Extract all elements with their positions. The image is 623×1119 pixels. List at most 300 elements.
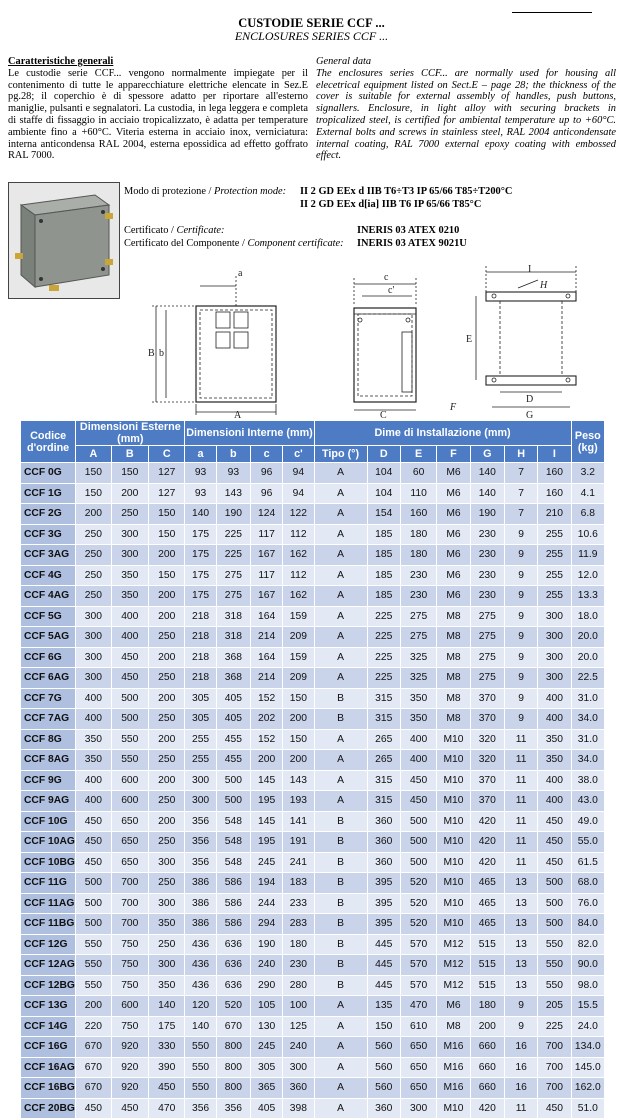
table-cell: 700 xyxy=(112,873,148,893)
table-cell: 240 xyxy=(251,955,282,975)
table-cell: 360 xyxy=(368,853,400,873)
table-cell: 134.0 xyxy=(572,1037,604,1057)
table-cell: 250 xyxy=(149,627,184,647)
table-cell: 325 xyxy=(401,668,436,688)
table-cell: 586 xyxy=(217,914,250,934)
table-row xyxy=(21,1037,604,1057)
table-cell: 500 xyxy=(401,853,436,873)
table-cell: 318 xyxy=(217,607,250,627)
table-cell: A xyxy=(315,996,367,1016)
table-cell: 31.0 xyxy=(572,730,604,750)
table-cell: 240 xyxy=(283,1037,313,1057)
order-code-cell: CCF 13G xyxy=(21,996,75,1016)
table-cell: 255 xyxy=(538,566,570,586)
table-cell: 365 xyxy=(251,1078,282,1098)
table-cell: 318 xyxy=(217,627,250,647)
table-cell: 200 xyxy=(112,484,148,504)
table-cell: 160 xyxy=(538,484,570,504)
table-cell: 550 xyxy=(538,955,570,975)
table-cell: 548 xyxy=(217,832,250,852)
table-cell: 200 xyxy=(149,730,184,750)
table-cell: 300 xyxy=(283,1058,313,1078)
table-cell: 275 xyxy=(471,648,504,668)
table-cell: A xyxy=(315,566,367,586)
table-cell: 6.8 xyxy=(572,504,604,524)
table-cell: 548 xyxy=(217,812,250,832)
header-internal-dims: Dimensioni Interne (mm) xyxy=(185,421,313,445)
table-cell: 20.0 xyxy=(572,627,604,647)
protection-label-it: Modo di protezione / xyxy=(124,186,215,197)
table-cell: 140 xyxy=(185,504,215,524)
table-cell: 150 xyxy=(283,730,313,750)
table-cell: A xyxy=(315,504,367,524)
table-cell: 16 xyxy=(505,1058,537,1078)
table-cell: 183 xyxy=(283,873,313,893)
table-cell: 283 xyxy=(283,914,313,934)
table-cell: 200 xyxy=(251,750,282,770)
table-cell: 670 xyxy=(76,1037,110,1057)
table-cell: 11 xyxy=(505,1099,537,1119)
table-cell: 200 xyxy=(76,996,110,1016)
order-code-cell: CCF 9AG xyxy=(21,791,75,811)
protection-value-1: II 2 GD EEx d IIB T6÷T3 IP 65/66 T85÷T200°C xyxy=(300,186,513,197)
table-cell: 275 xyxy=(217,586,250,606)
table-cell: 650 xyxy=(401,1058,436,1078)
table-cell: 61.5 xyxy=(572,853,604,873)
subheader-cell: C xyxy=(149,446,184,462)
label-F: F xyxy=(450,402,457,413)
table-cell: 520 xyxy=(217,996,250,1016)
table-cell: 386 xyxy=(185,873,215,893)
table-cell: 360 xyxy=(368,812,400,832)
table-cell: 660 xyxy=(471,1037,504,1057)
table-cell: 175 xyxy=(185,525,215,545)
table-cell: 350 xyxy=(401,689,436,709)
table-cell: 200 xyxy=(149,771,184,791)
order-code-cell: CCF 4AG xyxy=(21,586,75,606)
table-cell: 16 xyxy=(505,1037,537,1057)
table-cell: 200 xyxy=(283,750,313,770)
table-row xyxy=(21,1099,604,1119)
table-cell: 210 xyxy=(538,504,570,524)
table-cell: 13 xyxy=(505,935,537,955)
table-cell: 650 xyxy=(401,1037,436,1057)
order-code-cell: CCF 12AG xyxy=(21,955,75,975)
table-cell: 250 xyxy=(149,935,184,955)
certificate-label-it: Certificato / xyxy=(124,225,177,236)
table-cell: 7 xyxy=(505,463,537,483)
order-code-cell: CCF 11BG xyxy=(21,914,75,934)
table-row xyxy=(21,812,604,832)
table-cell: 586 xyxy=(217,894,250,914)
table-cell: 600 xyxy=(112,771,148,791)
table-cell: 750 xyxy=(112,935,148,955)
table-cell: 93 xyxy=(217,463,250,483)
table-cell: 500 xyxy=(217,771,250,791)
intro-english xyxy=(316,56,616,162)
table-cell: 300 xyxy=(112,525,148,545)
header-code: Codice d'ordine xyxy=(21,421,75,462)
order-code-cell: CCF 1G xyxy=(21,484,75,504)
label-c-prime: c' xyxy=(388,285,395,296)
table-cell: 162.0 xyxy=(572,1078,604,1098)
table-cell: M10 xyxy=(437,894,469,914)
table-cell: 450 xyxy=(538,832,570,852)
table-cell: 175 xyxy=(149,1017,184,1037)
intro-italian xyxy=(8,56,308,162)
table-cell: 143 xyxy=(283,771,313,791)
table-cell: M16 xyxy=(437,1058,469,1078)
table-cell: 436 xyxy=(185,935,215,955)
table-cell: 550 xyxy=(76,935,110,955)
table-cell: 200 xyxy=(149,586,184,606)
header-external-dims: Dimensioni Esterne (mm) xyxy=(76,421,184,445)
table-cell: 255 xyxy=(185,750,215,770)
label-H: H xyxy=(540,280,548,291)
table-row xyxy=(21,730,604,750)
table-body xyxy=(21,463,604,1118)
table-cell: 96 xyxy=(251,484,282,504)
dimension-drawings xyxy=(140,262,580,420)
table-cell: 55.0 xyxy=(572,832,604,852)
table-row xyxy=(21,668,604,688)
table-cell: 15.5 xyxy=(572,996,604,1016)
table-cell: B xyxy=(315,873,367,893)
table-cell: 450 xyxy=(538,853,570,873)
page-title: CUSTODIE SERIE CCF ... xyxy=(238,16,385,30)
order-code-cell: CCF 10G xyxy=(21,812,75,832)
table-cell: 400 xyxy=(538,791,570,811)
label-E: E xyxy=(466,334,473,345)
table-cell: 465 xyxy=(471,914,504,934)
component-certificate-label xyxy=(124,238,344,249)
table-cell: 76.0 xyxy=(572,894,604,914)
table-cell: 127 xyxy=(149,463,184,483)
table-cell: 400 xyxy=(76,709,110,729)
table-cell: 636 xyxy=(217,955,250,975)
order-code-cell: CCF 7AG xyxy=(21,709,75,729)
table-cell: 135 xyxy=(368,996,400,1016)
header-rule xyxy=(512,12,592,13)
table-cell: 450 xyxy=(401,791,436,811)
table-cell: 800 xyxy=(217,1037,250,1057)
table-cell: M10 xyxy=(437,873,469,893)
table-cell: 175 xyxy=(185,545,215,565)
table-cell: M10 xyxy=(437,914,469,934)
subheader-cell: D xyxy=(368,446,400,462)
table-cell: 225 xyxy=(217,525,250,545)
table-cell: 244 xyxy=(251,894,282,914)
dimensions-table xyxy=(20,420,605,1119)
table-cell: 11 xyxy=(505,832,537,852)
bracket-view-drawing xyxy=(476,266,576,407)
table-cell: 140 xyxy=(471,463,504,483)
table-cell: 520 xyxy=(401,873,436,893)
table-cell: 7 xyxy=(505,484,537,504)
table-cell: 550 xyxy=(76,976,110,996)
table-cell: 800 xyxy=(217,1078,250,1098)
table-row xyxy=(21,545,604,565)
table-cell: 750 xyxy=(112,955,148,975)
table-cell: 94 xyxy=(283,484,313,504)
table-cell: 152 xyxy=(251,689,282,709)
table-cell: 436 xyxy=(185,976,215,996)
table-cell: 245 xyxy=(251,853,282,873)
table-cell: 265 xyxy=(368,750,400,770)
table-cell: 500 xyxy=(401,812,436,832)
table-cell: 117 xyxy=(251,525,282,545)
table-cell: 140 xyxy=(185,1017,215,1037)
table-cell: 350 xyxy=(149,914,184,934)
table-cell: 9 xyxy=(505,586,537,606)
table-cell: 300 xyxy=(76,607,110,627)
table-cell: 145 xyxy=(251,812,282,832)
table-cell: 560 xyxy=(368,1078,400,1098)
table-row xyxy=(21,648,604,668)
table-cell: 145 xyxy=(251,771,282,791)
table-cell: 450 xyxy=(76,812,110,832)
table-cell: 670 xyxy=(76,1058,110,1078)
table-cell: 570 xyxy=(401,955,436,975)
table-cell: 300 xyxy=(76,668,110,688)
table-cell: 320 xyxy=(471,730,504,750)
table-cell: 9 xyxy=(505,566,537,586)
order-code-cell: CCF 0G xyxy=(21,463,75,483)
table-cell: M10 xyxy=(437,771,469,791)
table-cell: 500 xyxy=(112,709,148,729)
table-cell: 500 xyxy=(217,791,250,811)
table-cell: 68.0 xyxy=(572,873,604,893)
label-G: G xyxy=(526,410,534,420)
table-cell: 515 xyxy=(471,976,504,996)
table-cell: 370 xyxy=(471,689,504,709)
table-cell: B xyxy=(315,894,367,914)
table-cell: 13 xyxy=(505,873,537,893)
table-cell: 400 xyxy=(112,627,148,647)
subheader-cell: c xyxy=(251,446,282,462)
table-cell: 330 xyxy=(149,1037,184,1057)
order-code-cell: CCF 5G xyxy=(21,607,75,627)
table-cell: A xyxy=(315,586,367,606)
subheader-cell: c' xyxy=(283,446,313,462)
table-cell: 370 xyxy=(471,791,504,811)
table-cell: 225 xyxy=(538,1017,570,1037)
table-row xyxy=(21,504,604,524)
table-cell: 110 xyxy=(401,484,436,504)
table-cell: B xyxy=(315,709,367,729)
table-cell: 93 xyxy=(185,484,215,504)
table-cell: 13 xyxy=(505,914,537,934)
table-cell: 275 xyxy=(401,627,436,647)
table-row xyxy=(21,525,604,545)
table-cell: 175 xyxy=(185,566,215,586)
table-cell: 548 xyxy=(217,853,250,873)
table-cell: 127 xyxy=(149,484,184,504)
table-cell: 200 xyxy=(471,1017,504,1037)
table-row xyxy=(21,607,604,627)
table-cell: 250 xyxy=(112,504,148,524)
order-code-cell: CCF 16G xyxy=(21,1037,75,1057)
protection-mode-label xyxy=(124,186,286,197)
table-cell: 16 xyxy=(505,1078,537,1098)
table-cell: 200 xyxy=(76,504,110,524)
header-weight: Peso (kg) xyxy=(572,421,604,462)
table-cell: 230 xyxy=(471,545,504,565)
subheader-cell: B xyxy=(112,446,148,462)
table-cell: 9 xyxy=(505,689,537,709)
table-cell: 112 xyxy=(283,525,313,545)
table-cell: 84.0 xyxy=(572,914,604,934)
table-cell: 200 xyxy=(149,812,184,832)
table-row xyxy=(21,914,604,934)
table-cell: 193 xyxy=(283,791,313,811)
table-cell: 275 xyxy=(401,607,436,627)
table-cell: 225 xyxy=(217,545,250,565)
table-cell: 233 xyxy=(283,894,313,914)
table-cell: 140 xyxy=(471,484,504,504)
table-cell: A xyxy=(315,525,367,545)
table-cell: 214 xyxy=(251,627,282,647)
order-code-cell: CCF 10AG xyxy=(21,832,75,852)
table-cell: 230 xyxy=(471,525,504,545)
order-code-cell: CCF 3AG xyxy=(21,545,75,565)
table-cell: 159 xyxy=(283,648,313,668)
table-cell: 104 xyxy=(368,484,400,504)
table-cell: 570 xyxy=(401,935,436,955)
protection-value-2: II 2 GD EEx d[ia] IIB T6 IP 65/66 T85°C xyxy=(300,199,482,210)
table-cell: M16 xyxy=(437,1037,469,1057)
table-cell: 445 xyxy=(368,955,400,975)
table-cell: A xyxy=(315,668,367,688)
table-row xyxy=(21,955,604,975)
table-cell: 550 xyxy=(112,750,148,770)
table-row xyxy=(21,832,604,852)
table-cell: 185 xyxy=(368,525,400,545)
table-cell: 24.0 xyxy=(572,1017,604,1037)
table-cell: 370 xyxy=(471,771,504,791)
table-cell: 350 xyxy=(538,730,570,750)
table-cell: M8 xyxy=(437,627,469,647)
table-cell: M12 xyxy=(437,955,469,975)
table-cell: 9 xyxy=(505,545,537,565)
table-cell: 500 xyxy=(76,914,110,934)
order-code-cell: CCF 11AG xyxy=(21,894,75,914)
table-cell: 395 xyxy=(368,914,400,934)
table-cell: 162 xyxy=(283,545,313,565)
table-cell: 150 xyxy=(76,463,110,483)
table-cell: 920 xyxy=(112,1058,148,1078)
table-cell: 450 xyxy=(538,1099,570,1119)
table-cell: 920 xyxy=(112,1078,148,1098)
table-cell: 450 xyxy=(112,648,148,668)
table-cell: 315 xyxy=(368,791,400,811)
table-cell: 350 xyxy=(76,730,110,750)
header-installation-dims: Dime di Installazione (mm) xyxy=(315,421,571,445)
subheader-cell: b xyxy=(217,446,250,462)
table-cell: 275 xyxy=(471,607,504,627)
table-cell: 143 xyxy=(217,484,250,504)
table-cell: 20.0 xyxy=(572,648,604,668)
table-cell: 550 xyxy=(185,1078,215,1098)
table-cell: M12 xyxy=(437,935,469,955)
table-cell: 300 xyxy=(185,771,215,791)
subheader-cell: a xyxy=(185,446,215,462)
table-cell: 43.0 xyxy=(572,791,604,811)
table-cell: 11 xyxy=(505,791,537,811)
table-cell: 300 xyxy=(401,1099,436,1119)
table-cell: 700 xyxy=(538,1037,570,1057)
table-cell: 315 xyxy=(368,689,400,709)
table-cell: 22.5 xyxy=(572,668,604,688)
table-cell: 200 xyxy=(149,689,184,709)
table-cell: 225 xyxy=(368,627,400,647)
table-cell: 450 xyxy=(401,771,436,791)
table-cell: A xyxy=(315,484,367,504)
table-cell: 400 xyxy=(76,791,110,811)
table-header-row xyxy=(21,421,604,445)
table-row xyxy=(21,976,604,996)
table-cell: 400 xyxy=(538,689,570,709)
table-subheader-row xyxy=(21,446,604,462)
table-cell: 200 xyxy=(149,648,184,668)
table-cell: 455 xyxy=(217,730,250,750)
table-cell: 200 xyxy=(149,545,184,565)
table-cell: 300 xyxy=(538,627,570,647)
table-cell: 3.2 xyxy=(572,463,604,483)
table-cell: M10 xyxy=(437,730,469,750)
table-cell: 93 xyxy=(185,463,215,483)
table-cell: M8 xyxy=(437,648,469,668)
table-cell: 190 xyxy=(217,504,250,524)
table-cell: 650 xyxy=(401,1078,436,1098)
table-cell: 34.0 xyxy=(572,709,604,729)
table-cell: 180 xyxy=(471,996,504,1016)
table-cell: 250 xyxy=(76,525,110,545)
table-row xyxy=(21,791,604,811)
component-certificate-value: INERIS 03 ATEX 9021U xyxy=(357,238,467,249)
label-A: A xyxy=(234,410,242,420)
subheader-cell: F xyxy=(437,446,469,462)
table-cell: 350 xyxy=(149,976,184,996)
table-cell: 370 xyxy=(471,709,504,729)
table-cell: 500 xyxy=(112,689,148,709)
table-cell: 34.0 xyxy=(572,750,604,770)
table-cell: 200 xyxy=(149,607,184,627)
table-cell: B xyxy=(315,832,367,852)
table-cell: 305 xyxy=(185,709,215,729)
table-cell: 500 xyxy=(401,832,436,852)
table-cell: 60 xyxy=(401,463,436,483)
label-D: D xyxy=(526,394,534,405)
table-cell: 122 xyxy=(283,504,313,524)
table-cell: 225 xyxy=(368,607,400,627)
table-cell: 398 xyxy=(283,1099,313,1119)
table-cell: 250 xyxy=(149,832,184,852)
table-cell: M6 xyxy=(437,504,469,524)
table-cell: 450 xyxy=(112,1099,148,1119)
order-code-cell: CCF 20BG xyxy=(21,1099,75,1119)
label-C: C xyxy=(380,410,387,420)
table-row xyxy=(21,750,604,770)
table-cell: 465 xyxy=(471,894,504,914)
table-cell: 660 xyxy=(471,1078,504,1098)
table-cell: M8 xyxy=(437,668,469,688)
order-code-cell: CCF 11G xyxy=(21,873,75,893)
table-row xyxy=(21,1058,604,1078)
certificate-label-en: Certificate: xyxy=(176,225,225,236)
table-cell: 450 xyxy=(538,812,570,832)
table-cell: 250 xyxy=(76,545,110,565)
